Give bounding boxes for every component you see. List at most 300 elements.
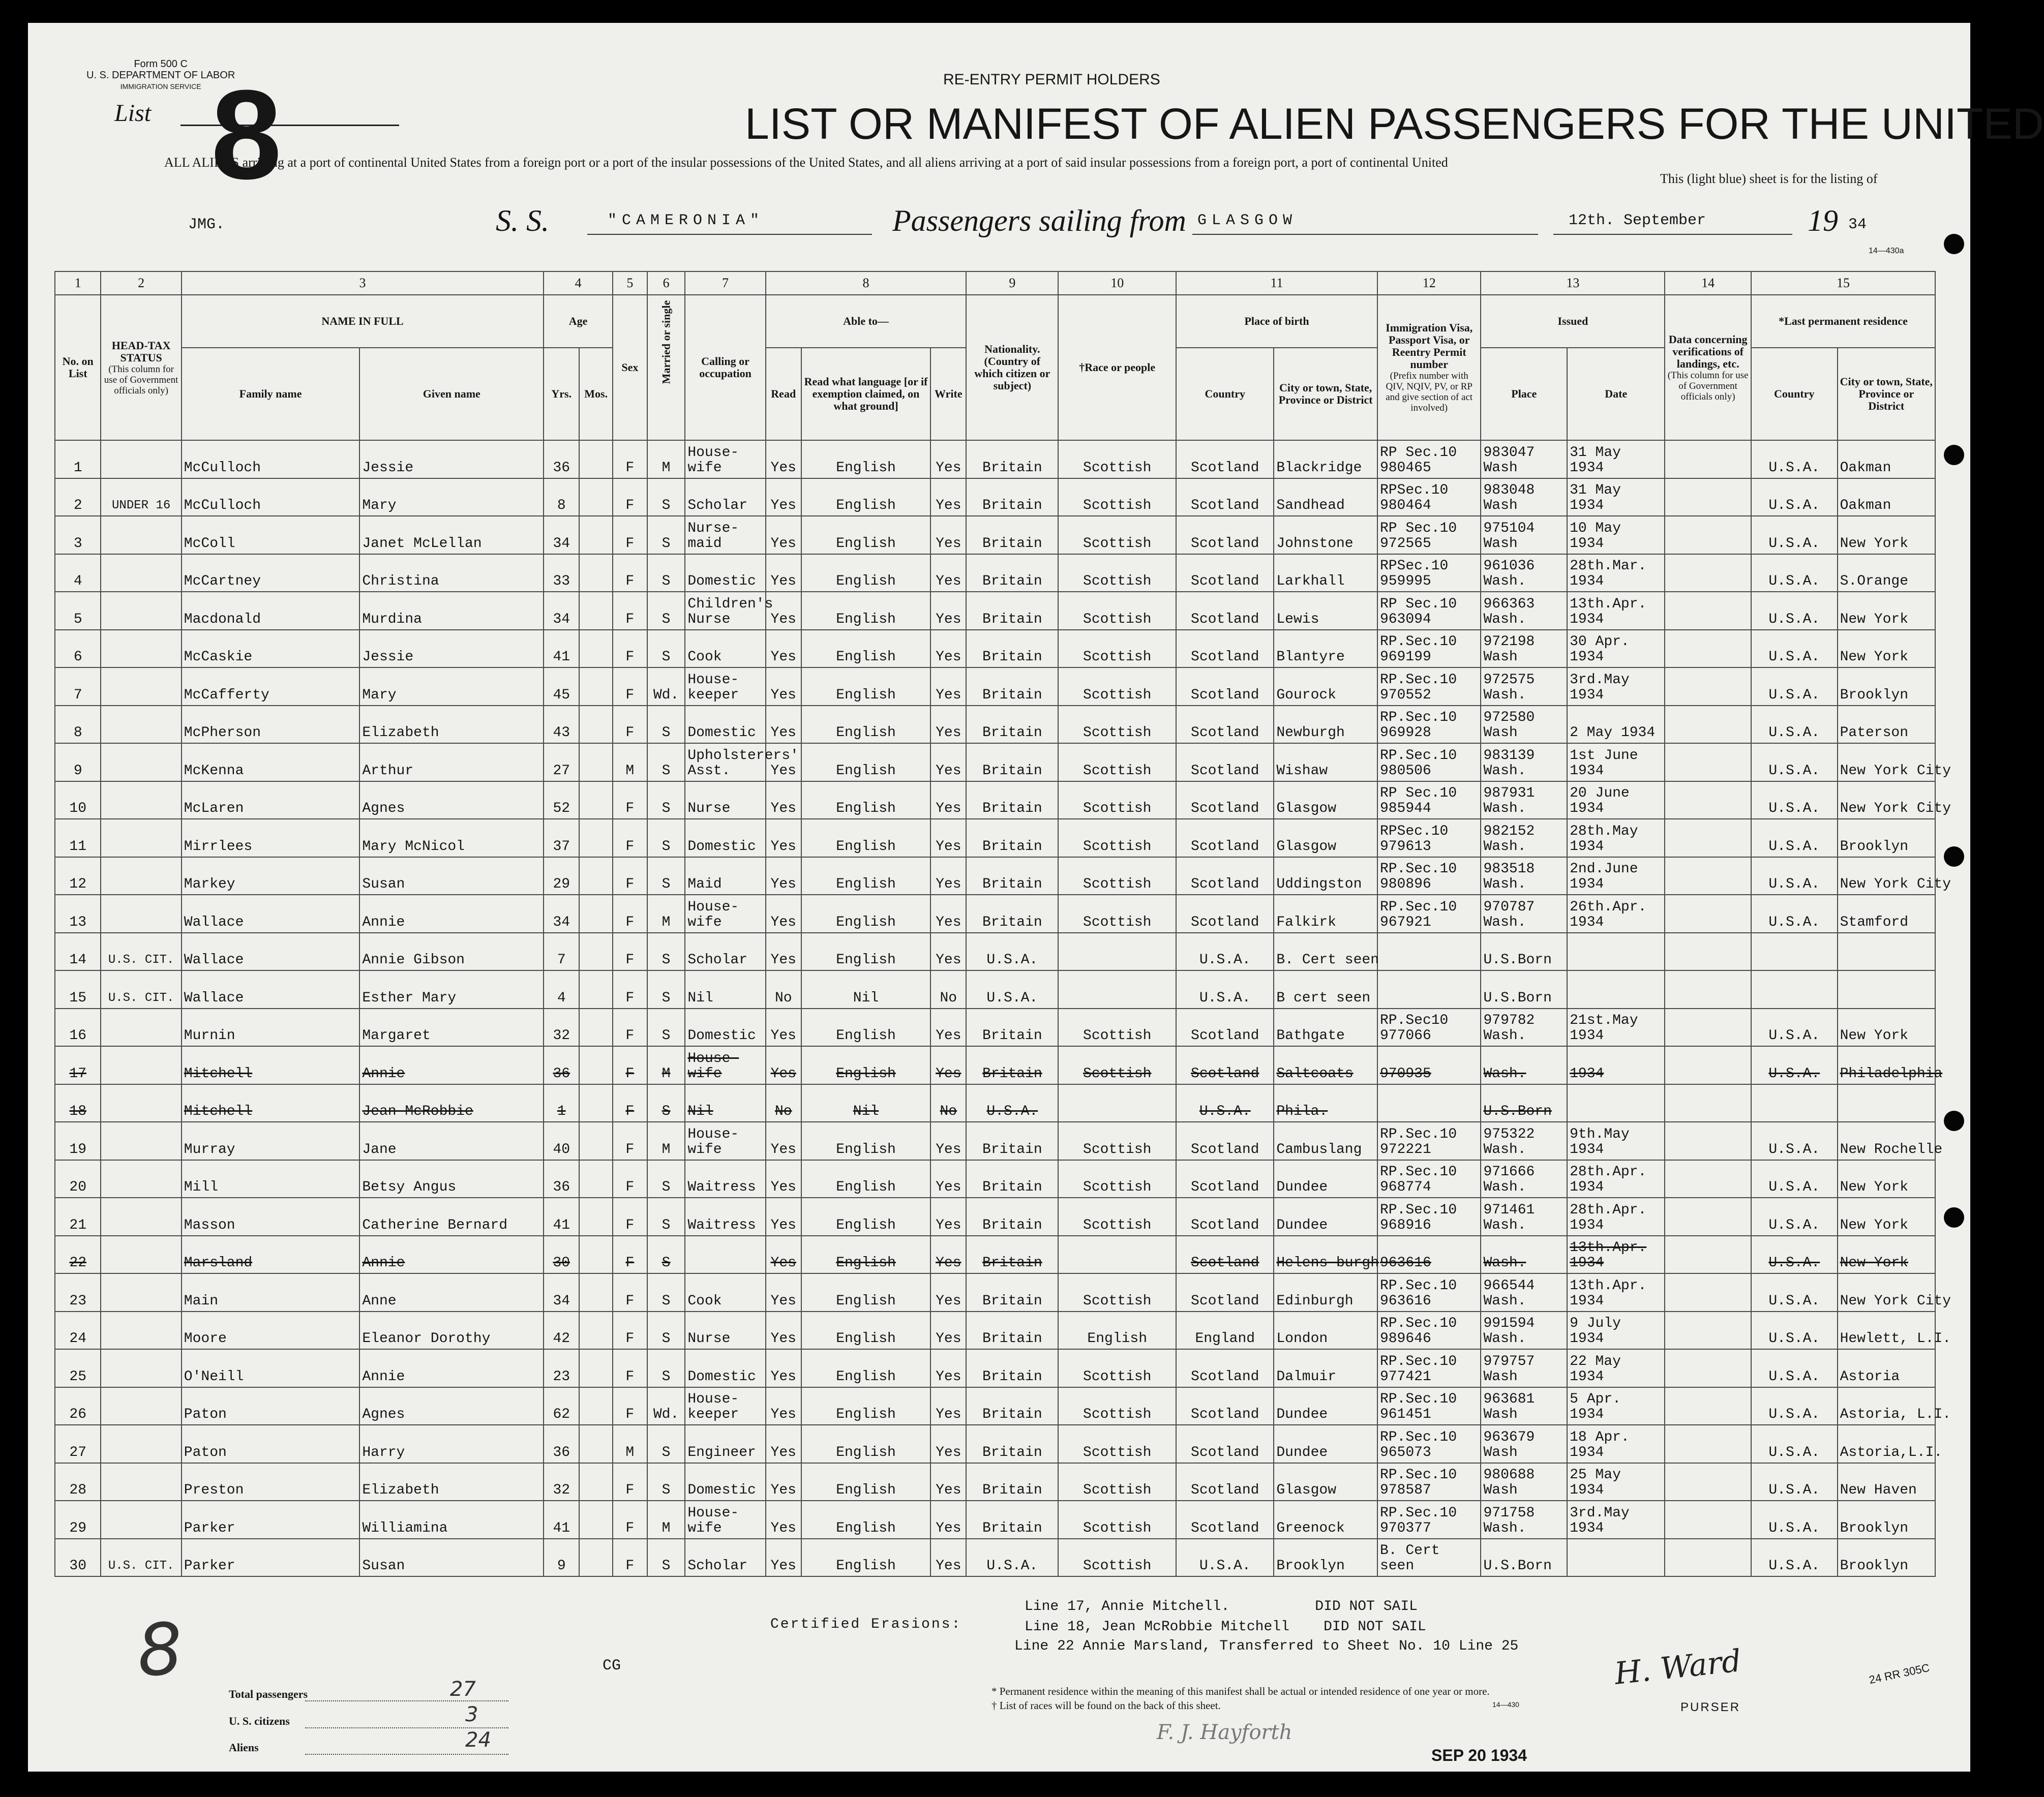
cell-read-language: English — [801, 1349, 930, 1387]
visa-title: Immigration Visa, Passport Visa, or Reentry Permit number — [1386, 321, 1473, 371]
cell-can-read: Yes — [766, 440, 801, 478]
header-issued-place: Place — [1481, 348, 1567, 440]
cell-can-write: Yes — [930, 895, 966, 933]
cell-birth-city: Edinburgh — [1274, 1273, 1377, 1312]
cell-can-read: Yes — [766, 1539, 801, 1577]
cell-issued-date: 30 Apr. 1934 — [1567, 630, 1665, 668]
cell-head-tax-status — [101, 895, 181, 933]
visa-note: (Prefix number with QIV, NQIV, PV, or RP and give section of act involved) — [1386, 371, 1473, 413]
cell-residence-city — [1838, 970, 1935, 1009]
cell-family-name: Preston — [182, 1463, 360, 1501]
cell-birth-country: Scotland — [1176, 1122, 1274, 1160]
cell-sex: F — [613, 667, 647, 706]
cell-can-read: Yes — [766, 554, 801, 592]
cell-age-months — [579, 1539, 613, 1577]
cell-sex: F — [613, 630, 647, 668]
cell-birth-city: Phila. — [1274, 1084, 1377, 1122]
cell-calling: Nurse — [685, 1312, 765, 1350]
header-res-city: City or town, State, Province or District — [1838, 348, 1935, 440]
table-row — [55, 1501, 1935, 1539]
cell-residence-city: New York — [1838, 1009, 1935, 1047]
cell-row-number: 7 — [55, 667, 101, 706]
notice-line-2: This (light blue) sheet is for the listing of — [1660, 171, 1878, 186]
cell-issued-place: 983047 Wash — [1481, 440, 1567, 478]
header-sex: Sex — [613, 295, 647, 440]
cell-race — [1058, 933, 1176, 971]
cell-issued-place: 972580 Wash — [1481, 706, 1567, 744]
cell-row-number: 4 — [55, 554, 101, 592]
cell-given-name: Esther Mary — [359, 970, 544, 1009]
table-row — [55, 1425, 1935, 1463]
cell-can-write: Yes — [930, 1273, 966, 1312]
cell-age-years: 32 — [544, 1009, 579, 1047]
cell-nationality: Britain — [966, 554, 1058, 592]
cell-residence-country: U.S.A. — [1751, 1425, 1838, 1463]
cell-visa-number: RPSec.10 980464 — [1377, 478, 1481, 516]
cell-nationality: Britain — [966, 1387, 1058, 1425]
cell-can-write: Yes — [930, 592, 966, 630]
cell-age-years: 40 — [544, 1122, 579, 1160]
cell-birth-country: Scotland — [1176, 1160, 1274, 1198]
cell-nationality: Britain — [966, 706, 1058, 744]
cell-visa-number: RP.Sec.10 970377 — [1377, 1501, 1481, 1539]
cell-issued-date: 21st.May 1934 — [1567, 1009, 1665, 1047]
us-citizens-value: 3 — [465, 1703, 478, 1726]
binder-hole-icon — [1944, 1111, 1964, 1131]
cell-read-language: Nil — [801, 1084, 930, 1122]
sailing-from-label: Passengers sailing from — [892, 204, 1186, 237]
cell-age-years: 41 — [544, 1198, 579, 1236]
cell-visa-number: RP.Sec.10 968774 — [1377, 1160, 1481, 1198]
cell-family-name: McCulloch — [182, 440, 360, 478]
cell-can-read: Yes — [766, 667, 801, 706]
cell-age-years: 30 — [544, 1236, 579, 1274]
cell-birth-city: Larkhall — [1274, 554, 1377, 592]
cell-family-name: Mill — [182, 1160, 360, 1198]
cell-read-language: English — [801, 1425, 930, 1463]
notice-line-1: ALL ALIENS arriving at a port of continental United States from a foreign port or a port of the insular possessions of the United States, and all aliens arriving at a port of said insular possessions from a foreign port, a port of continental United — [164, 155, 1448, 170]
cell-row-number: 12 — [55, 857, 101, 895]
cell-can-read: Yes — [766, 1349, 801, 1387]
cell-residence-city: Astoria,L.I. — [1838, 1425, 1935, 1463]
cell-row-number: 1 — [55, 440, 101, 478]
cell-visa-number: RP Sec.10 963094 — [1377, 592, 1481, 630]
cell-issued-date: 2nd.June 1934 — [1567, 857, 1665, 895]
cell-birth-city: Newburgh — [1274, 706, 1377, 744]
cell-can-read: Yes — [766, 630, 801, 668]
cell-row-number: 27 — [55, 1425, 101, 1463]
cell-issued-date: 28th.Apr. 1934 — [1567, 1198, 1665, 1236]
cell-age-years: 34 — [544, 592, 579, 630]
cell-given-name: Jessie — [359, 440, 544, 478]
cell-residence-country: U.S.A. — [1751, 895, 1838, 933]
cell-residence-city: New York — [1838, 516, 1935, 554]
landing-title: Data concerning verifications of landings, etc. — [1668, 332, 1748, 370]
cell-sex: F — [613, 1046, 647, 1084]
cell-age-years: 52 — [544, 781, 579, 819]
cell-can-read: Yes — [766, 1160, 801, 1198]
cell-marital-status: S — [647, 630, 685, 668]
table-row — [55, 1046, 1935, 1084]
cell-can-write: Yes — [930, 1198, 966, 1236]
cell-given-name: Janet McLellan — [359, 516, 544, 554]
date-stamp: SEP 20 1934 — [1431, 1746, 1527, 1764]
cell-row-number: 22 — [55, 1236, 101, 1274]
cell-can-read: Yes — [766, 1009, 801, 1047]
cell-residence-city — [1838, 933, 1935, 971]
cell-family-name: Masson — [182, 1198, 360, 1236]
cell-marital-status: S — [647, 1425, 685, 1463]
cell-birth-city: B. Cert seen — [1274, 933, 1377, 971]
cell-race: Scottish — [1058, 630, 1176, 668]
landing-note: (This column for use of Government officials only) — [1667, 370, 1749, 402]
cell-landing-data — [1665, 1539, 1751, 1577]
cell-can-read: Yes — [766, 857, 801, 895]
cell-residence-city — [1838, 1084, 1935, 1122]
cell-marital-status: Wd. — [647, 1387, 685, 1425]
cell-residence-city: Oakman — [1838, 440, 1935, 478]
cell-issued-place: 987931 Wash. — [1481, 781, 1567, 819]
cell-race: Scottish — [1058, 1501, 1176, 1539]
cell-calling: Scholar — [685, 933, 765, 971]
cell-read-language: English — [801, 743, 930, 781]
erasure-line-3: Line 22 Annie Marsland, Transferred to Sheet No. 10 Line 25 — [1014, 1638, 1519, 1654]
cell-marital-status: M — [647, 440, 685, 478]
cell-age-months — [579, 1387, 613, 1425]
cell-given-name: Harry — [359, 1425, 544, 1463]
cell-birth-city: Dundee — [1274, 1160, 1377, 1198]
cell-visa-number: RPSec.10 979613 — [1377, 819, 1481, 857]
cell-issued-date — [1567, 970, 1665, 1009]
col-num: 10 — [1058, 271, 1176, 295]
cell-visa-number: RP.Sec.10 963616 — [1377, 1273, 1481, 1312]
cell-issued-place: 975322 Wash. — [1481, 1122, 1567, 1160]
cell-residence-city: New Haven — [1838, 1463, 1935, 1501]
cell-issued-date: 20 June 1934 — [1567, 781, 1665, 819]
table-row — [55, 819, 1935, 857]
cell-marital-status: S — [647, 743, 685, 781]
cell-issued-date: 28th.Apr. 1934 — [1567, 1160, 1665, 1198]
cell-birth-country: Scotland — [1176, 1425, 1274, 1463]
cell-given-name: Agnes — [359, 1387, 544, 1425]
cell-age-years: 34 — [544, 1273, 579, 1312]
cell-age-months — [579, 1009, 613, 1047]
cell-family-name: McKenna — [182, 743, 360, 781]
cell-race: Scottish — [1058, 1539, 1176, 1577]
cell-visa-number: RP.Sec.10 969928 — [1377, 706, 1481, 744]
cell-row-number: 15 — [55, 970, 101, 1009]
cell-marital-status: S — [647, 1198, 685, 1236]
cell-issued-place: 983139 Wash. — [1481, 743, 1567, 781]
form-number: Form 500 C — [134, 58, 188, 70]
cell-can-read: Yes — [766, 1463, 801, 1501]
header-birth-city: City or town, State, Province or District — [1274, 348, 1377, 440]
year-suffix: 34 — [1848, 216, 1867, 233]
cell-birth-country: England — [1176, 1312, 1274, 1350]
cell-race: Scottish — [1058, 1122, 1176, 1160]
cell-race: Scottish — [1058, 1349, 1176, 1387]
cell-race: Scottish — [1058, 1463, 1176, 1501]
cell-sex: M — [613, 743, 647, 781]
cell-age-years: 36 — [544, 440, 579, 478]
cell-nationality: Britain — [966, 1349, 1058, 1387]
cell-read-language: English — [801, 667, 930, 706]
cell-can-write: Yes — [930, 1312, 966, 1350]
cell-residence-country: U.S.A. — [1751, 1349, 1838, 1387]
cell-landing-data — [1665, 1160, 1751, 1198]
cell-can-write: Yes — [930, 1122, 966, 1160]
cell-sex: F — [613, 1122, 647, 1160]
service-name: IMMIGRATION SERVICE — [120, 82, 201, 90]
cell-row-number: 29 — [55, 1501, 101, 1539]
head-tax-title: HEAD-TAX STATUS — [111, 339, 171, 364]
total-passengers-label: Total passengers — [229, 1688, 308, 1700]
cell-age-months — [579, 1349, 613, 1387]
cell-can-write: Yes — [930, 1539, 966, 1577]
cell-nationality: Britain — [966, 630, 1058, 668]
cell-issued-place: U.S.Born — [1481, 1084, 1567, 1122]
cell-race: Scottish — [1058, 440, 1176, 478]
cell-residence-country: U.S.A. — [1751, 1312, 1838, 1350]
cell-sex: F — [613, 1463, 647, 1501]
cell-race: Scottish — [1058, 895, 1176, 933]
table-row — [55, 592, 1935, 630]
col-num: 8 — [766, 271, 967, 295]
binder-hole-icon — [1944, 846, 1964, 867]
cell-birth-city: Lewis — [1274, 592, 1377, 630]
cell-residence-country: U.S.A. — [1751, 516, 1838, 554]
cell-given-name: Christina — [359, 554, 544, 592]
table-row — [55, 630, 1935, 668]
cell-residence-city: Astoria, L.I. — [1838, 1387, 1935, 1425]
cell-calling: House-keeper — [685, 667, 765, 706]
cell-calling: Nil — [685, 970, 765, 1009]
cell-sex: F — [613, 1349, 647, 1387]
cell-residence-city: New York — [1838, 1160, 1935, 1198]
cell-marital-status: S — [647, 1463, 685, 1501]
table-row — [55, 516, 1935, 554]
cell-landing-data — [1665, 706, 1751, 744]
cell-row-number: 17 — [55, 1046, 101, 1084]
cell-given-name: Jean McRobbie — [359, 1084, 544, 1122]
table-row — [55, 554, 1935, 592]
cell-landing-data — [1665, 630, 1751, 668]
cell-age-years: 27 — [544, 743, 579, 781]
cell-residence-country: U.S.A. — [1751, 1273, 1838, 1312]
table-row — [55, 1160, 1935, 1198]
cell-age-months — [579, 1122, 613, 1160]
cell-nationality: U.S.A. — [966, 970, 1058, 1009]
cell-row-number: 3 — [55, 516, 101, 554]
cell-can-write: Yes — [930, 781, 966, 819]
ship-underline — [587, 234, 872, 235]
cell-read-language: English — [801, 516, 930, 554]
cell-residence-country: U.S.A. — [1751, 554, 1838, 592]
cell-age-years: 36 — [544, 1425, 579, 1463]
cell-given-name: Anne — [359, 1273, 544, 1312]
cell-birth-city: Glasgow — [1274, 781, 1377, 819]
cell-row-number: 24 — [55, 1312, 101, 1350]
cell-landing-data — [1665, 857, 1751, 895]
cell-marital-status: S — [647, 1236, 685, 1274]
side-stamp: 24 RR 305C — [1868, 1661, 1931, 1687]
cell-issued-date: 22 May 1934 — [1567, 1349, 1665, 1387]
cell-landing-data — [1665, 933, 1751, 971]
cell-nationality: Britain — [966, 1312, 1058, 1350]
cell-nationality: Britain — [966, 819, 1058, 857]
cell-birth-city: Wishaw — [1274, 743, 1377, 781]
cell-race: Scottish — [1058, 1160, 1176, 1198]
cell-age-months — [579, 1273, 613, 1312]
cell-birth-country: Scotland — [1176, 1198, 1274, 1236]
cell-landing-data — [1665, 1349, 1751, 1387]
cell-issued-place: 991594 Wash. — [1481, 1312, 1567, 1350]
cell-can-write: Yes — [930, 1160, 966, 1198]
cell-visa-number: RP.Sec.10 968916 — [1377, 1198, 1481, 1236]
cell-residence-country: U.S.A. — [1751, 743, 1838, 781]
table-row — [55, 1539, 1935, 1577]
cell-read-language: English — [801, 478, 930, 516]
cell-can-write: Yes — [930, 933, 966, 971]
cell-family-name: McColl — [182, 516, 360, 554]
cell-residence-city: Philadelphia — [1838, 1046, 1935, 1084]
us-citizens-label: U. S. citizens — [229, 1715, 290, 1727]
cell-family-name: Moore — [182, 1312, 360, 1350]
binder-hole-icon — [1944, 445, 1964, 465]
cell-sex: F — [613, 1198, 647, 1236]
cell-given-name: Margaret — [359, 1009, 544, 1047]
cell-family-name: McCulloch — [182, 478, 360, 516]
cell-sex: M — [613, 1425, 647, 1463]
cell-age-months — [579, 819, 613, 857]
cell-residence-country: U.S.A. — [1751, 857, 1838, 895]
cell-issued-place: 979757 Wash — [1481, 1349, 1567, 1387]
cell-given-name: Mary McNicol — [359, 819, 544, 857]
cell-race: Scottish — [1058, 1425, 1176, 1463]
cell-given-name: Mary — [359, 478, 544, 516]
cell-can-read: Yes — [766, 1198, 801, 1236]
cell-calling: House-keeper — [685, 1387, 765, 1425]
cell-read-language: English — [801, 1009, 930, 1047]
header-res-country: Country — [1751, 348, 1838, 440]
cell-sex: F — [613, 1312, 647, 1350]
sailing-date: 12th. September — [1569, 212, 1706, 229]
cell-age-years: 34 — [544, 516, 579, 554]
cell-read-language: English — [801, 706, 930, 744]
purser-label: PURSER — [1680, 1700, 1741, 1714]
cell-can-write: Yes — [930, 554, 966, 592]
cell-age-months — [579, 1425, 613, 1463]
cell-residence-country: U.S.A. — [1751, 1160, 1838, 1198]
cell-issued-date — [1567, 1539, 1665, 1577]
cell-issued-date: 1934 — [1567, 1046, 1665, 1084]
header-yrs: Yrs. — [544, 348, 579, 440]
cell-residence-country: U.S.A. — [1751, 478, 1838, 516]
cell-calling: House-wife — [685, 1122, 765, 1160]
cell-issued-date: 26th.Apr. 1934 — [1567, 895, 1665, 933]
cell-calling: House-wife — [685, 440, 765, 478]
cell-sex: F — [613, 857, 647, 895]
cell-residence-city: Astoria — [1838, 1349, 1935, 1387]
cell-can-write: Yes — [930, 1236, 966, 1274]
races-note: † List of races will be found on the back of this sheet. — [991, 1699, 1221, 1712]
cell-can-read: Yes — [766, 592, 801, 630]
cell-family-name: Murray — [182, 1122, 360, 1160]
cell-nationality: Britain — [966, 1198, 1058, 1236]
cell-can-write: Yes — [930, 1009, 966, 1047]
cell-birth-country: Scotland — [1176, 1273, 1274, 1312]
cell-issued-place: 963679 Wash — [1481, 1425, 1567, 1463]
cell-birth-city: Saltcoats — [1274, 1046, 1377, 1084]
cell-landing-data — [1665, 895, 1751, 933]
binder-hole-icon — [1944, 1207, 1964, 1228]
cell-head-tax-status: UNDER 16 — [101, 478, 181, 516]
cell-head-tax-status: U.S. CIT. — [101, 933, 181, 971]
cell-can-write: Yes — [930, 706, 966, 744]
cell-head-tax-status — [101, 1349, 181, 1387]
cell-family-name: Mitchell — [182, 1046, 360, 1084]
cell-head-tax-status — [101, 1387, 181, 1425]
cell-landing-data — [1665, 1009, 1751, 1047]
cell-birth-city: Glasgow — [1274, 1463, 1377, 1501]
cell-issued-date: 13th.Apr. 1934 — [1567, 592, 1665, 630]
handwritten-side-mark: 8 — [134, 1607, 186, 1693]
cell-landing-data — [1665, 440, 1751, 478]
cell-age-months — [579, 1501, 613, 1539]
cell-nationality: Britain — [966, 516, 1058, 554]
cell-residence-city: Stamford — [1838, 895, 1935, 933]
cell-read-language: English — [801, 857, 930, 895]
cell-birth-country: Scotland — [1176, 706, 1274, 744]
cell-visa-number: RP Sec.10 985944 — [1377, 781, 1481, 819]
col-num: 7 — [685, 271, 765, 295]
cell-calling: Maid — [685, 857, 765, 895]
header-issued-date: Date — [1567, 348, 1665, 440]
cell-family-name: Parker — [182, 1501, 360, 1539]
cell-calling: Domestic — [685, 554, 765, 592]
header-issued: Issued — [1481, 295, 1665, 348]
cell-marital-status: S — [647, 1084, 685, 1122]
table-row — [55, 440, 1935, 478]
cell-residence-city: New York — [1838, 1236, 1935, 1274]
list-label: List — [114, 100, 152, 127]
cell-read-language: English — [801, 1463, 930, 1501]
cell-visa-number: RP Sec.10 972565 — [1377, 516, 1481, 554]
cell-can-read: Yes — [766, 1046, 801, 1084]
cell-issued-date: 3rd.May 1934 — [1567, 667, 1665, 706]
cell-birth-country: Scotland — [1176, 440, 1274, 478]
cell-marital-status: S — [647, 516, 685, 554]
cell-nationality: Britain — [966, 1273, 1058, 1312]
aliens-line — [305, 1754, 508, 1755]
cell-visa-number: 963616 — [1377, 1236, 1481, 1274]
cell-marital-status: S — [647, 970, 685, 1009]
header-write: Write — [930, 348, 966, 440]
cell-residence-city: Hewlett, L.I. — [1838, 1312, 1935, 1350]
table-row — [55, 1273, 1935, 1312]
cell-age-years: 45 — [544, 667, 579, 706]
cell-age-months — [579, 592, 613, 630]
cell-race: Scottish — [1058, 1198, 1176, 1236]
cell-visa-number: RP.Sec.10 965073 — [1377, 1425, 1481, 1463]
cell-birth-city: Greenock — [1274, 1501, 1377, 1539]
table-row — [55, 1084, 1935, 1122]
cell-calling: Waitress — [685, 1198, 765, 1236]
cell-read-language: English — [801, 440, 930, 478]
cell-birth-country: Scotland — [1176, 630, 1274, 668]
cell-issued-place: 980688 Wash — [1481, 1463, 1567, 1501]
cell-race: Scottish — [1058, 857, 1176, 895]
